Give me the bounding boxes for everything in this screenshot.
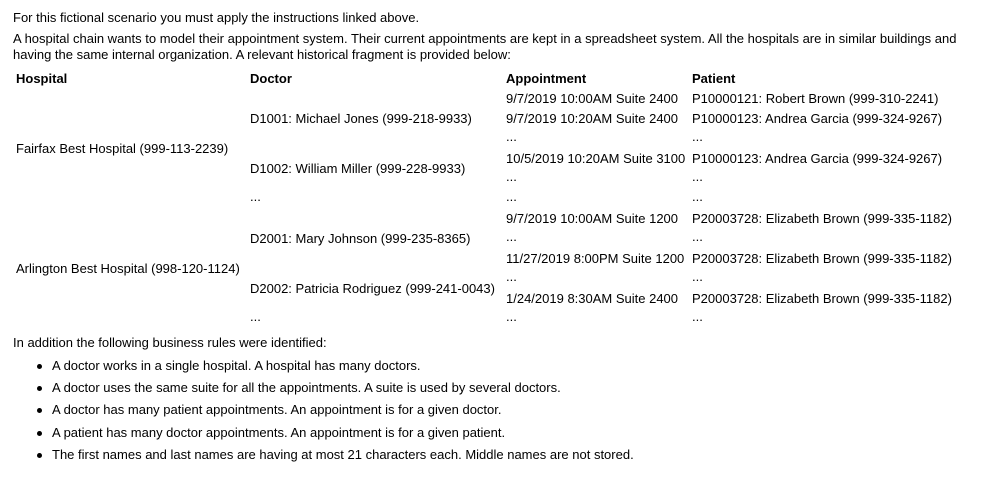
- rule-item: A doctor has many patient appointments. An appointment is for a given doctor.: [14, 399, 634, 421]
- patient-cell-ellipsis: ...: [692, 129, 703, 144]
- doctor-cell: D1002: William Miller (999-228-9933): [250, 161, 466, 176]
- intro-paragraph-line-1: A hospital chain wants to model their appointment system. Their current appointments are kept in a spreadsheet system. All the hospitals are in similar buildings and: [13, 31, 957, 46]
- appointment-cell: 10/5/2019 10:20AM Suite 3100: [506, 151, 686, 166]
- appointment-cell: 9/7/2019 10:20AM Suite 2400: [506, 111, 679, 126]
- rule-item: A doctor uses the same suite for all the appointments. A suite is used by several doctors.: [14, 377, 634, 399]
- patient-cell-ellipsis: ...: [692, 269, 703, 284]
- intro-line: For this fictional scenario you must apply the instructions linked above.: [13, 10, 420, 25]
- header-appointment: Appointment: [506, 71, 587, 86]
- doctor-cell: D2001: Mary Johnson (999-235-8365): [250, 231, 471, 246]
- doctor-cell-ellipsis: ...: [250, 309, 261, 324]
- patient-cell: P20003728: Elizabeth Brown (999-335-1182): [692, 291, 952, 306]
- doctor-cell: D2002: Patricia Rodriguez (999-241-0043): [250, 281, 495, 296]
- doctor-cell: D1001: Michael Jones (999-218-9933): [250, 111, 472, 126]
- patient-cell: P20003728: Elizabeth Brown (999-335-1182): [692, 251, 952, 266]
- patient-cell: P10000121: Robert Brown (999-310-2241): [692, 91, 939, 106]
- appointment-cell-ellipsis: ...: [506, 169, 517, 184]
- header-hospital: Hospital: [16, 71, 68, 86]
- appointment-cell: 11/27/2019 8:00PM Suite 1200: [506, 251, 685, 266]
- hospital-cell: Arlington Best Hospital (998-120-1124): [16, 261, 240, 276]
- appointment-cell-ellipsis: ...: [506, 269, 517, 284]
- patient-cell: P10000123: Andrea Garcia (999-324-9267): [692, 111, 943, 126]
- patient-cell-ellipsis: ...: [692, 309, 703, 324]
- patient-cell-ellipsis: ...: [692, 169, 703, 184]
- doctor-cell-ellipsis: ...: [250, 189, 261, 204]
- appointment-cell: 1/24/2019 8:30AM Suite 2400: [506, 291, 679, 306]
- intro-paragraph-line-2: having the same internal organization. A relevant historical fragment is provided below:: [13, 47, 511, 62]
- rule-item: A patient has many doctor appointments. An appointment is for a given patient.: [14, 422, 634, 444]
- appointment-cell-ellipsis: ...: [506, 229, 517, 244]
- rule-item: A doctor works in a single hospital. A hospital has many doctors.: [14, 355, 634, 377]
- appointment-cell-ellipsis: ...: [506, 309, 517, 324]
- appointment-cell: 9/7/2019 10:00AM Suite 2400: [506, 91, 679, 106]
- patient-cell-ellipsis: ...: [692, 189, 703, 204]
- patient-cell: P20003728: Elizabeth Brown (999-335-1182): [692, 211, 952, 226]
- rule-item: The first names and last names are having at most 21 characters each. Middle names are not stored.: [14, 444, 634, 466]
- header-patient: Patient: [692, 71, 736, 86]
- patient-cell-ellipsis: ...: [692, 229, 703, 244]
- header-doctor: Doctor: [250, 71, 292, 86]
- appointment-cell-ellipsis: ...: [506, 129, 517, 144]
- hospital-cell: Fairfax Best Hospital (999-113-2239): [16, 141, 229, 156]
- appointment-cell-ellipsis: ...: [506, 189, 517, 204]
- business-rules-list: [14, 355, 634, 466]
- patient-cell: P10000123: Andrea Garcia (999-324-9267): [692, 151, 943, 166]
- rules-intro: In addition the following business rules were identified:: [13, 335, 327, 350]
- appointment-cell: 9/7/2019 10:00AM Suite 1200: [506, 211, 679, 226]
